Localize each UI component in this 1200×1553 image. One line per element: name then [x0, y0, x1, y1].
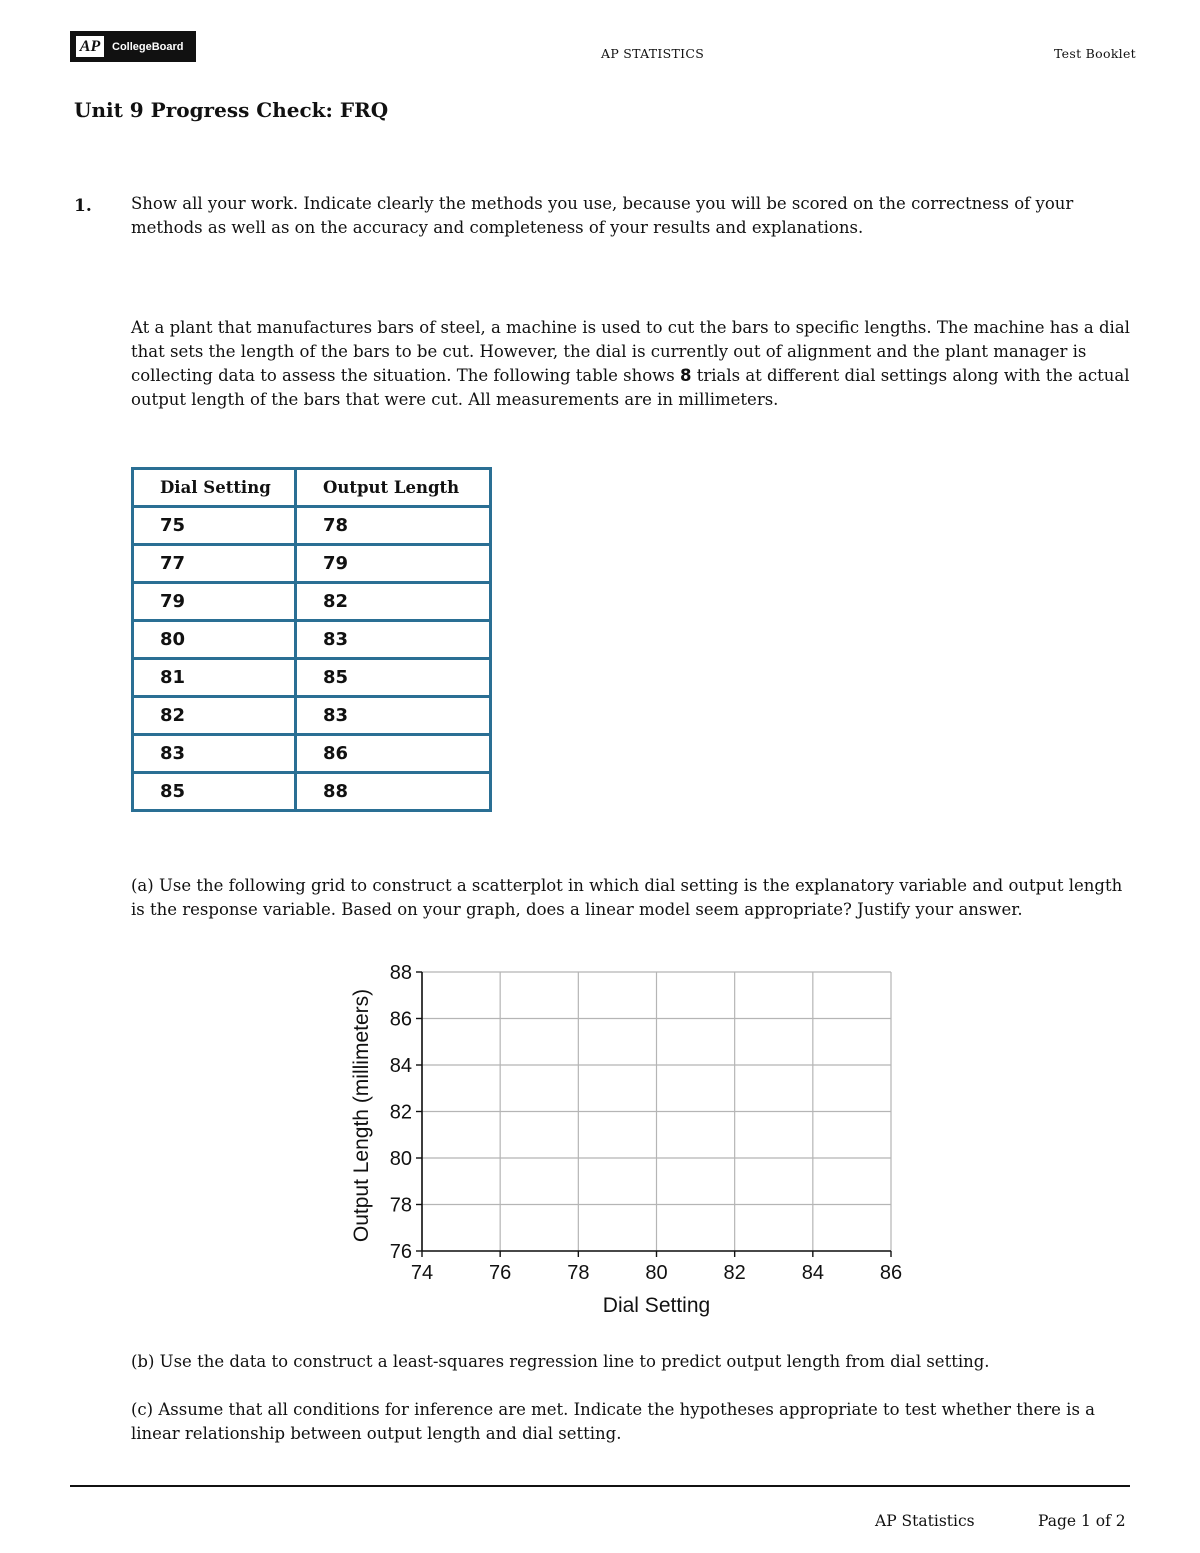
question-number: 1.: [74, 196, 92, 216]
header-output-length: Output Length: [296, 469, 491, 507]
output-length-cell: 85: [296, 659, 491, 697]
page-number: Page 1 of 2: [1038, 1512, 1126, 1530]
x-tick-label: 82: [723, 1262, 746, 1284]
y-tick-label: 86: [389, 1008, 412, 1031]
table-row: [133, 507, 491, 545]
dial-setting-cell: 85: [133, 773, 296, 811]
output-length-cell: 83: [296, 621, 491, 659]
table-row: [133, 545, 491, 583]
output-length-cell: 83: [296, 697, 491, 735]
axis-ticks: [416, 972, 891, 1257]
college-board-logo: [70, 31, 196, 62]
table-header-row: [133, 469, 491, 507]
x-tick-label: 78: [567, 1262, 590, 1284]
x-axis-label: Dial Setting: [602, 1294, 711, 1317]
data-table: [131, 467, 492, 812]
dial-setting-cell: 81: [133, 659, 296, 697]
part-c-prompt: (c) Assume that all conditions for inference are met. Indicate the hypotheses appropriate to test whether there is a linear relationship between output length and dial setting.: [131, 1400, 1095, 1443]
output-length-cell: 82: [296, 583, 491, 621]
x-tick-label: 76: [489, 1262, 512, 1284]
table-row: [133, 697, 491, 735]
instructions-paragraph: Show all your work. Indicate clearly the methods you use, because you will be scored on the correctness of your methods as well as on the accuracy and completeness of your results and explanations.: [131, 194, 1074, 237]
y-tick-label: 88: [389, 962, 412, 984]
dial-setting-cell: 77: [133, 545, 296, 583]
intro-text-before: At a plant that manufactures bars of steel, a machine is used to cut the bars to specific lengths. The machine has a dial that sets the length of the bars to be cut. However, the dial is currently out of alignment and the plant manager is collecting data to assess the situation. The following table shows: [131, 318, 1130, 385]
header-dial-setting: Dial Setting: [133, 469, 296, 507]
scatterplot-grid[interactable]: [340, 955, 920, 1325]
header-center-title: AP STATISTICS: [601, 46, 705, 61]
tick-labels: [390, 962, 902, 1284]
output-length-cell: 78: [296, 507, 491, 545]
table-row: [133, 621, 491, 659]
part-b-prompt: (b) Use the data to construct a least-squares regression line to predict output length from dial setting.: [131, 1352, 990, 1371]
output-length-cell: 88: [296, 773, 491, 811]
table-row: [133, 659, 491, 697]
dial-setting-cell: 79: [133, 583, 296, 621]
logo-ap-mark: AP: [76, 36, 104, 57]
logo-org-name: CollegeBoard: [112, 41, 184, 53]
output-length-cell: 79: [296, 545, 491, 583]
x-tick-label: 80: [645, 1262, 668, 1284]
grid-lines: [422, 972, 891, 1251]
x-tick-label: 84: [801, 1262, 824, 1284]
dial-setting-cell: 75: [133, 507, 296, 545]
y-axis-label: Output Length (millimeters): [350, 988, 373, 1243]
y-tick-label: 76: [389, 1241, 412, 1263]
table-row: [133, 735, 491, 773]
footer-divider: [70, 1485, 1130, 1487]
table-row: [133, 583, 491, 621]
y-tick-label: 80: [389, 1148, 412, 1170]
trial-count: 8: [679, 366, 692, 385]
intro-paragraph: [131, 316, 1131, 412]
intro-text-after: trials at different dial settings along with the actual output length of the bars that were cut. All measurements are in millimeters.: [131, 366, 1130, 409]
dial-setting-cell: 82: [133, 697, 296, 735]
page-title: Unit 9 Progress Check: FRQ: [74, 98, 389, 122]
dial-setting-cell: 80: [133, 621, 296, 659]
part-a-prompt: (a) Use the following grid to construct a scatterplot in which dial setting is the explanatory variable and output length is the response variable. Based on your graph, does a linear model seem appropriate? Justify your answer.: [131, 876, 1123, 919]
y-tick-label: 84: [389, 1055, 412, 1077]
y-tick-label: 82: [389, 1101, 412, 1124]
y-tick-label: 78: [389, 1194, 412, 1217]
output-length-cell: 86: [296, 735, 491, 773]
header-right-label: Test Booklet: [1054, 46, 1137, 61]
x-tick-label: 86: [879, 1262, 903, 1284]
dial-setting-cell: 83: [133, 735, 296, 773]
x-tick-label: 74: [410, 1262, 434, 1284]
table-row: [133, 773, 491, 811]
footer-left-label: AP Statistics: [875, 1512, 975, 1530]
